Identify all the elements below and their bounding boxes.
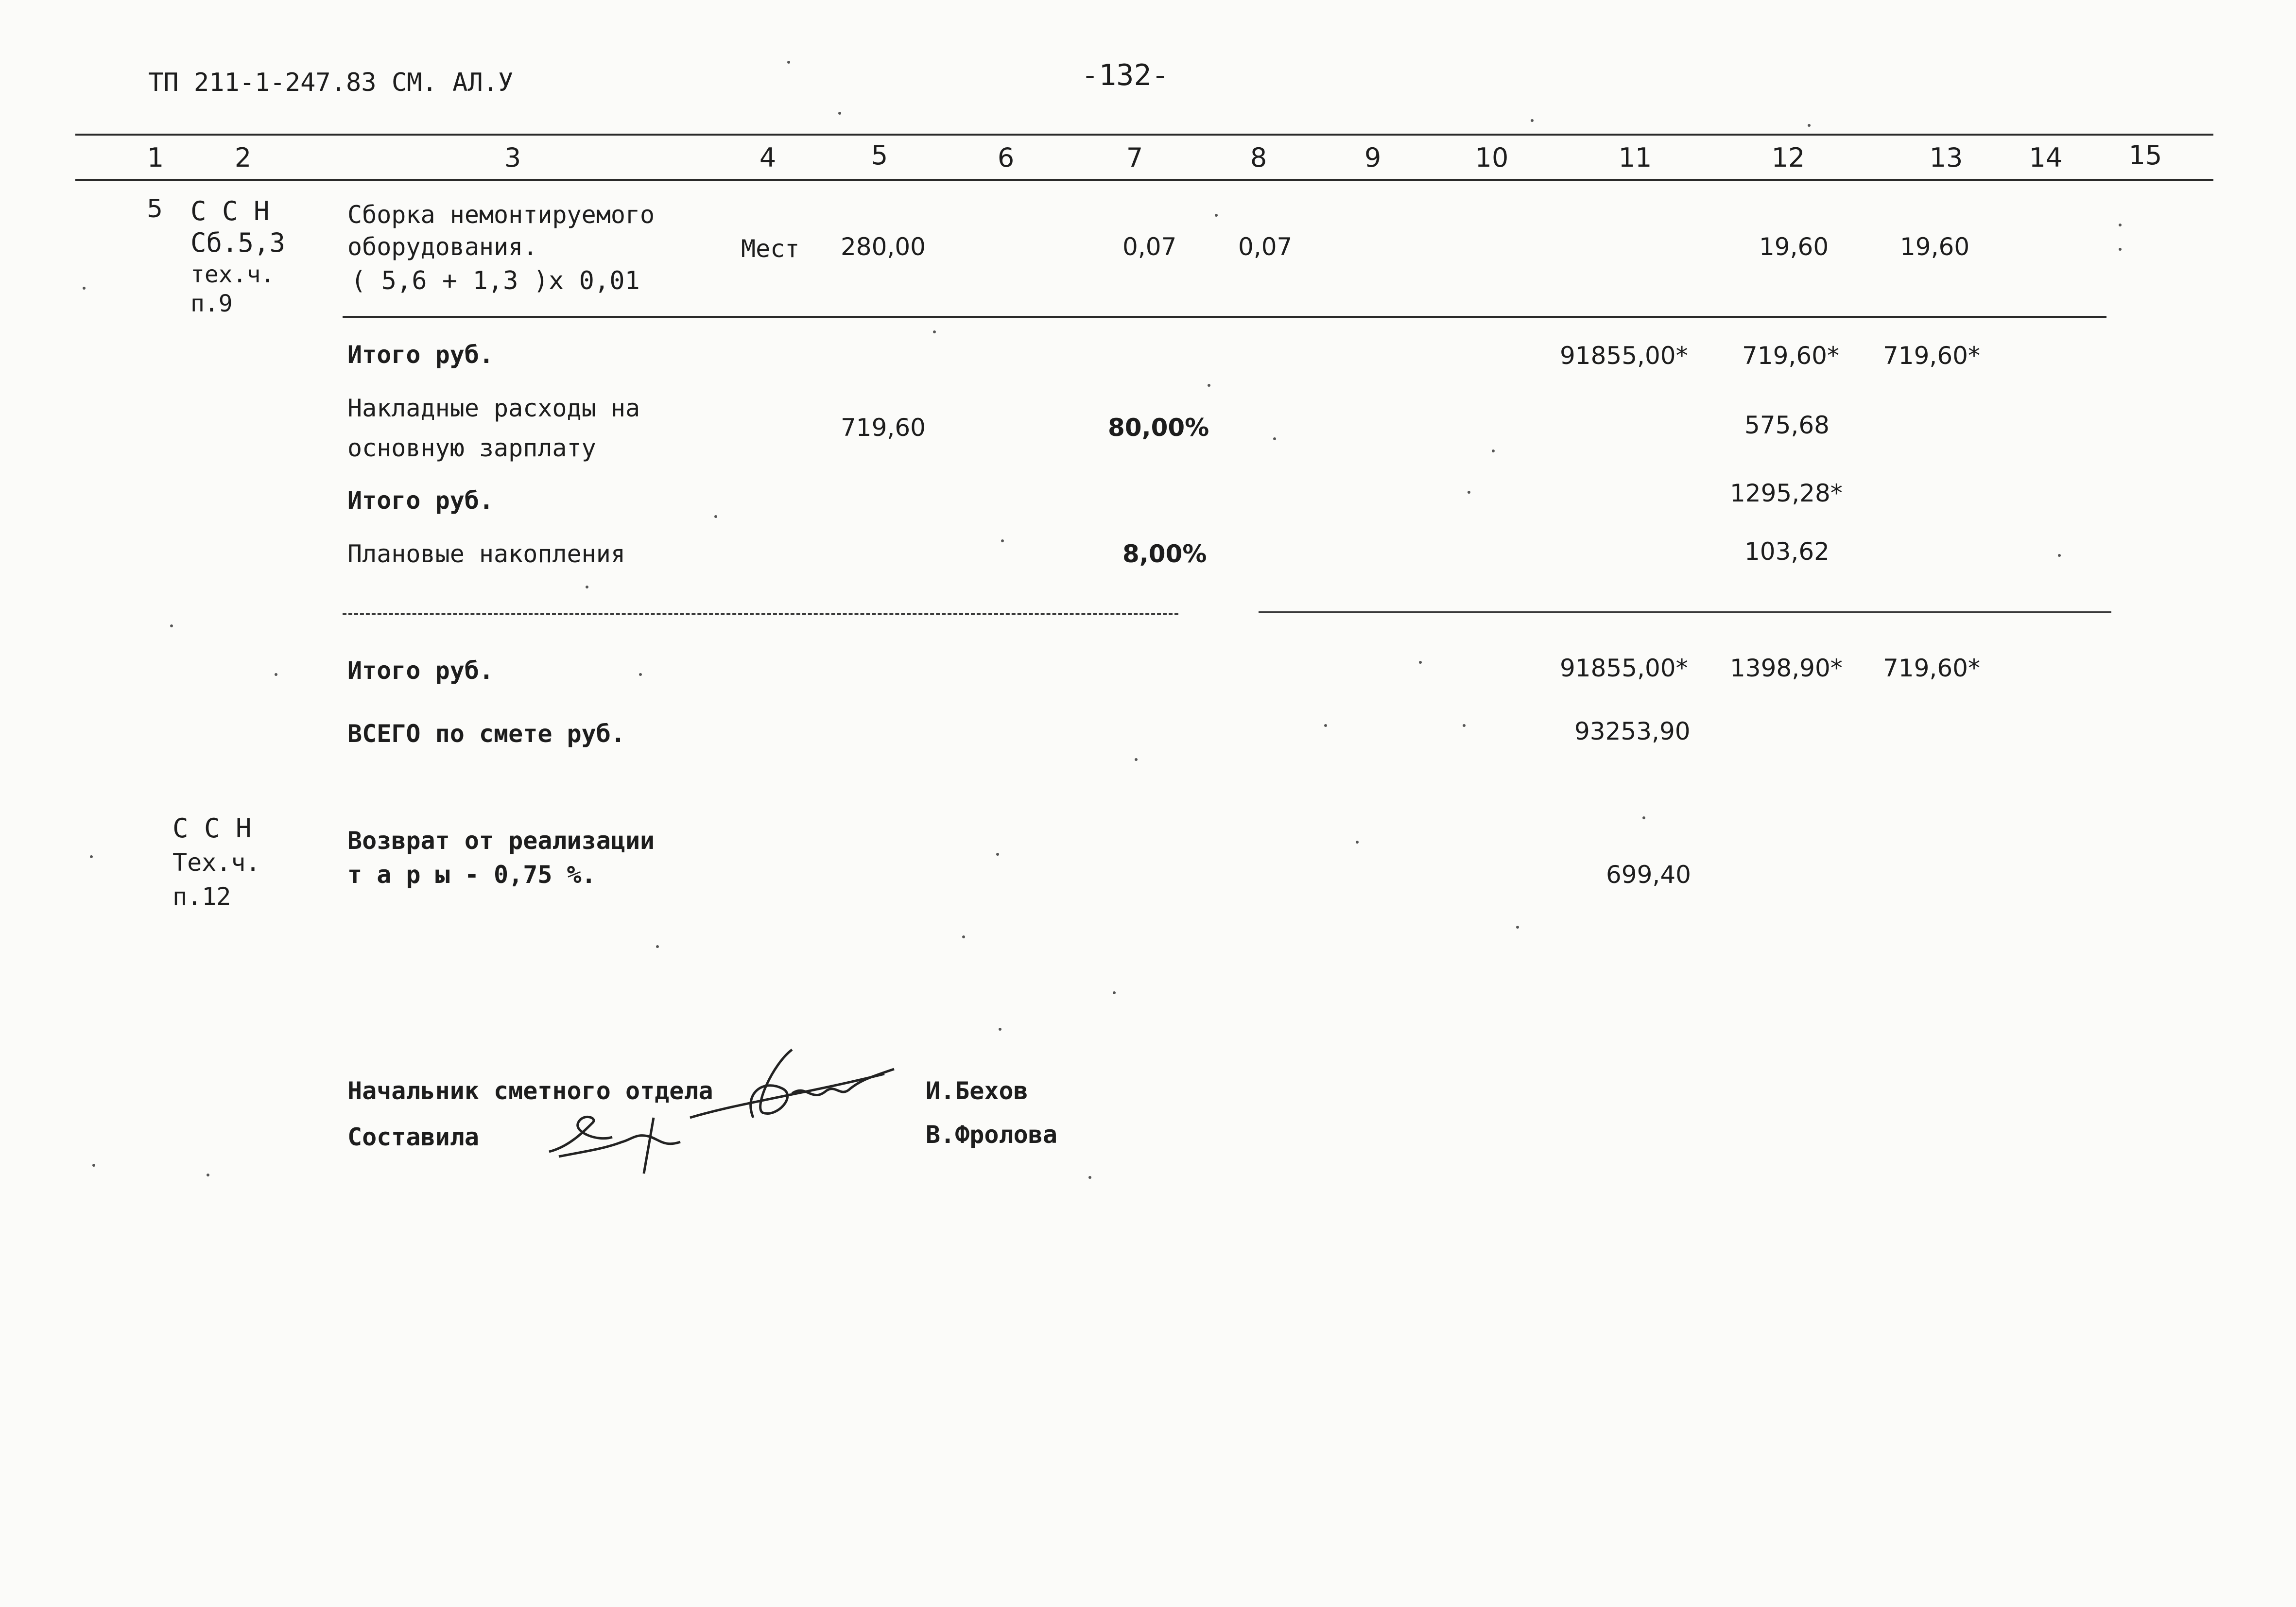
scan-speck [92, 1164, 95, 1167]
total-col12: 719,60* [1742, 342, 1839, 370]
scan-speck [207, 1174, 209, 1176]
total-col11: 91855,00* [1560, 342, 1688, 370]
column-number: 10 [1475, 142, 1509, 173]
scan-speck [90, 855, 93, 858]
overhead-label-line: Накладные расходы на [347, 394, 640, 422]
chief-signature [680, 1035, 904, 1152]
estimate-total-value: 93253,90 [1574, 717, 1691, 745]
scan-speck [1419, 661, 1422, 664]
item-col8: 0,07 [1238, 233, 1293, 261]
column-number: 3 [504, 142, 521, 173]
return-code-line: С С Н [173, 813, 252, 844]
item-code-line: С С Н [190, 196, 270, 226]
column-number: 7 [1126, 142, 1143, 173]
document-code: ТП 211-1-247.83 СМ. АЛ.У [148, 68, 514, 97]
compiler-name: В.Фролова [926, 1121, 1057, 1149]
overhead-col12: 575,68 [1744, 411, 1830, 439]
scan-speck [1208, 384, 1210, 387]
column-number: 12 [1771, 142, 1805, 173]
column-number: 9 [1364, 142, 1381, 173]
grand-subtotal-col13: 719,60* [1883, 654, 1980, 682]
estimate-total-label: ВСЕГО по смете руб. [347, 720, 625, 748]
scan-speck [639, 673, 642, 676]
column-number: 8 [1250, 142, 1267, 173]
scan-speck [1531, 119, 1534, 122]
item-col7: 0,07 [1122, 233, 1177, 261]
total-label: Итого руб. [347, 341, 494, 369]
scan-speck [656, 945, 659, 948]
column-number: 6 [997, 142, 1015, 173]
grand-subtotal-label: Итого руб. [347, 657, 494, 685]
subtotal-col12: 1295,28* [1730, 479, 1843, 507]
scan-speck [1516, 926, 1519, 929]
item-code-line: тех.ч. [190, 261, 275, 288]
scan-speck [996, 853, 999, 856]
scan-speck [1113, 991, 1116, 994]
return-description-line: Возврат от реализации [347, 827, 655, 855]
summary-separator-rule [343, 613, 1178, 615]
page-number: -132- [1081, 58, 1169, 92]
item-number: 5 [147, 194, 163, 224]
planned-savings-col12: 103,62 [1744, 537, 1830, 566]
item-description-line: оборудования. [347, 233, 538, 261]
total-col13: 719,60* [1883, 342, 1980, 370]
header-top-rule [75, 134, 2213, 136]
scan-speck [838, 112, 841, 115]
item-code-line: Сб.5,3 [190, 227, 286, 258]
scan-speck [933, 330, 936, 333]
overhead-col5: 719,60 [841, 414, 926, 442]
scan-speck [2119, 248, 2122, 251]
scan-speck [1001, 539, 1004, 542]
scan-speck [2119, 224, 2122, 226]
scan-speck [2058, 554, 2061, 557]
scan-speck [1273, 437, 1276, 440]
column-number: 4 [759, 142, 777, 173]
column-number: 5 [871, 140, 888, 171]
scan-speck [1467, 491, 1470, 494]
column-number: 2 [234, 142, 252, 173]
compiler-label: Составила [347, 1123, 479, 1151]
return-col11: 699,40 [1606, 861, 1691, 889]
compiler-signature [539, 1103, 700, 1181]
item-description-line: Сборка немонтируемого [347, 201, 655, 229]
return-description-line: т а р ы - 0,75 %. [347, 861, 596, 889]
scan-speck [170, 624, 173, 627]
column-number: 11 [1618, 142, 1652, 173]
column-number: 14 [2029, 142, 2063, 173]
planned-savings-rate: 8,00% [1122, 540, 1207, 568]
item-unit: Мест [741, 235, 800, 263]
overhead-rate: 80,00% [1108, 414, 1209, 442]
return-code-line: п.12 [173, 882, 231, 911]
scan-speck [1492, 449, 1495, 452]
grand-subtotal-col11: 91855,00* [1560, 654, 1688, 682]
summary-separator-rule [1259, 611, 2111, 613]
scan-speck [1215, 214, 1218, 217]
return-code-line: Тех.ч. [173, 848, 260, 877]
scan-speck [1324, 724, 1327, 727]
column-number: 13 [1929, 142, 1963, 173]
scan-speck [275, 673, 277, 676]
item-col13: 19,60 [1900, 233, 1970, 261]
chief-name: И.Бехов [926, 1077, 1028, 1105]
scan-speck [962, 935, 965, 938]
header-bottom-rule [75, 179, 2213, 181]
scan-speck [1088, 1176, 1091, 1179]
item-col12: 19,60 [1759, 233, 1829, 261]
scan-speck [1808, 124, 1811, 127]
subtotal-label: Итого руб. [347, 486, 494, 515]
scan-speck [586, 586, 588, 588]
scan-speck [787, 61, 790, 64]
grand-subtotal-col12: 1398,90* [1730, 654, 1843, 682]
scan-speck [1135, 758, 1138, 761]
scan-speck [1463, 724, 1466, 727]
column-number: 15 [2128, 140, 2162, 171]
overhead-label-line: основную зарплату [347, 434, 596, 462]
column-number: 1 [147, 142, 164, 173]
item-separator-rule [343, 316, 2106, 318]
scan-speck [999, 1028, 1001, 1031]
scan-speck [714, 515, 717, 518]
scan-speck [1356, 841, 1359, 844]
item-code-line: п.9 [190, 290, 233, 317]
chief-label: Начальник сметного отдела [347, 1077, 713, 1105]
planned-savings-label: Плановые накопления [347, 540, 625, 568]
item-quantity: 280,00 [841, 233, 926, 261]
scan-speck [83, 287, 86, 290]
item-formula: ( 5,6 + 1,3 )х 0,01 [351, 266, 640, 295]
scan-speck [1642, 816, 1645, 819]
